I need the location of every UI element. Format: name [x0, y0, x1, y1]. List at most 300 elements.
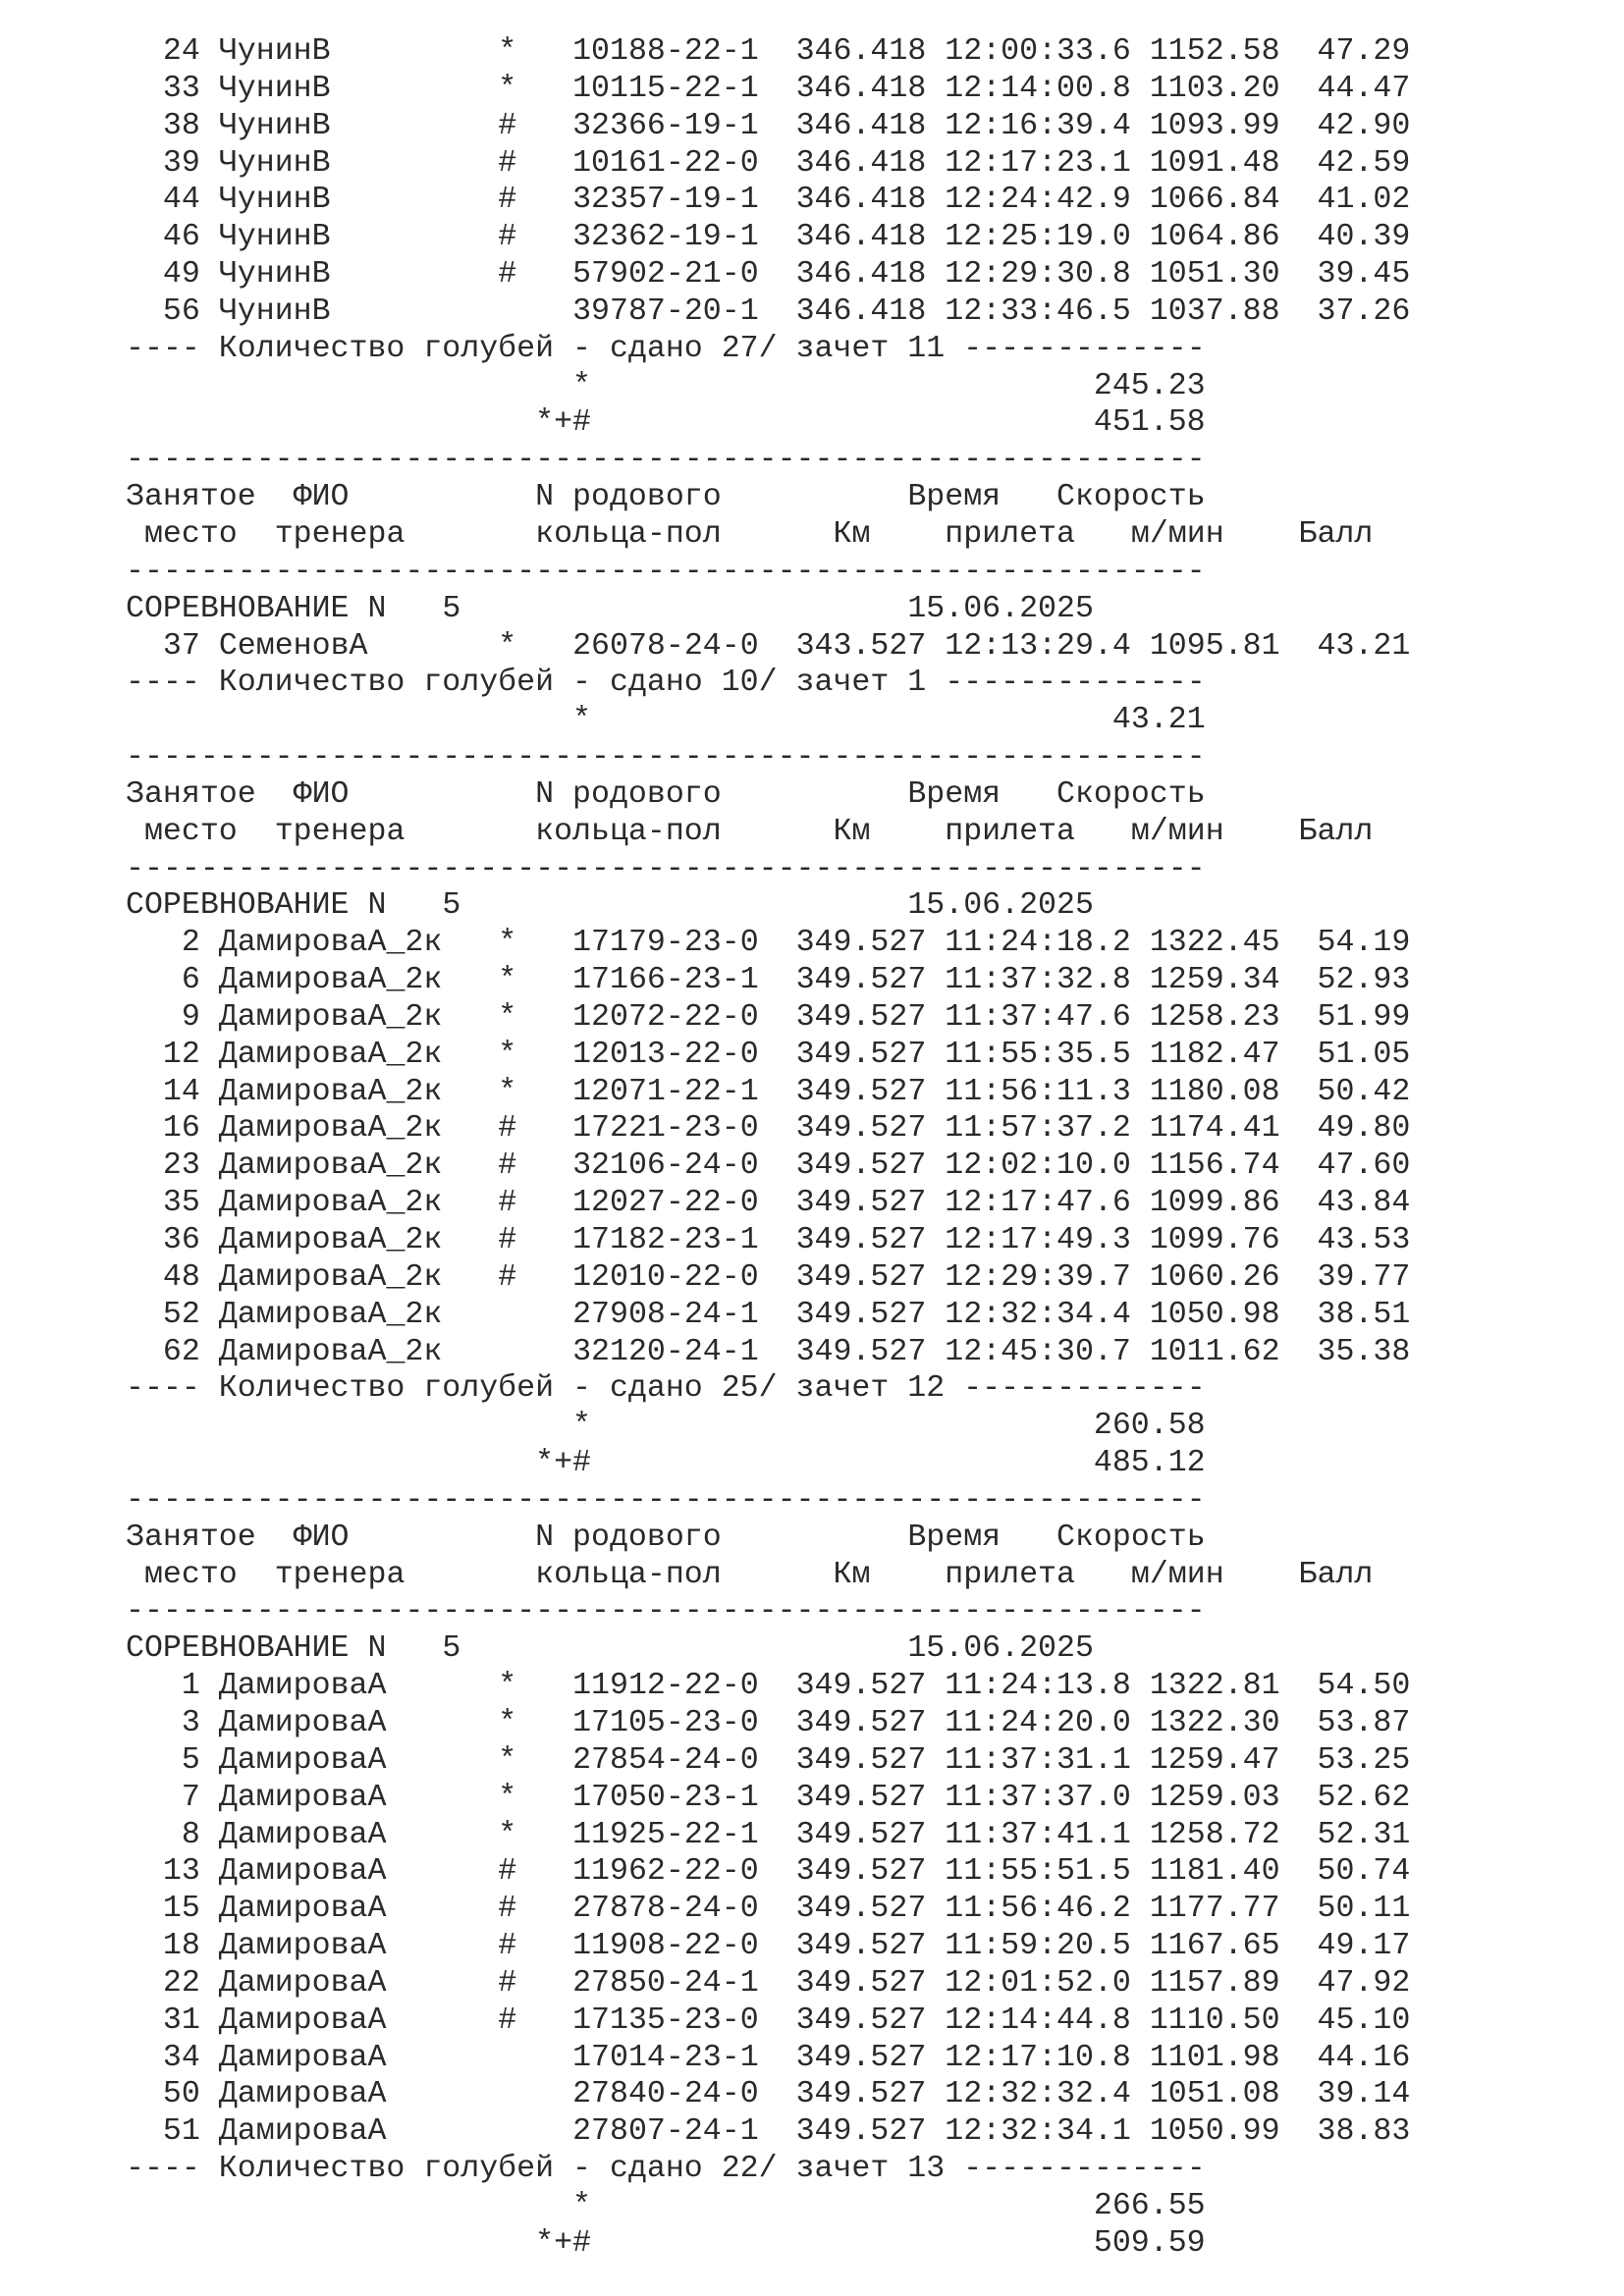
- group-total: [126, 702, 1410, 739]
- row-speed: 1110.50: [1149, 2002, 1280, 2038]
- row-mark: #: [498, 1223, 517, 1257]
- row-distance-km: 349.527: [795, 1892, 927, 1927]
- header-ring-sub: кольца-пол: [535, 814, 722, 849]
- total-label: *: [126, 368, 591, 403]
- row-arrival-time: 12:45:30.7: [945, 1334, 1131, 1369]
- row-place: 16: [126, 1111, 200, 1147]
- summary-text: Количество голубей - сдано 22/ зачет 13: [218, 2152, 946, 2187]
- result-row: [126, 256, 1410, 294]
- result-row: [126, 294, 1410, 331]
- result-row: [126, 1074, 1410, 1111]
- result-row: [126, 1148, 1410, 1185]
- row-speed: 1259.03: [1149, 1780, 1280, 1815]
- row-ring-number: 17135-23-0: [572, 2002, 759, 2038]
- row-arrival-time: 12:14:44.8: [945, 2002, 1131, 2038]
- row-arrival-time: 12:00:33.6: [945, 34, 1131, 69]
- result-row: [126, 2002, 1410, 2040]
- row-place: 38: [126, 108, 200, 143]
- result-row: [126, 2040, 1410, 2077]
- row-speed: 1103.20: [1149, 71, 1280, 106]
- row-trainer-name: ДамироваА: [218, 1929, 480, 1964]
- row-mark: #: [498, 1148, 517, 1184]
- row-score: 43.84: [1298, 1186, 1411, 1221]
- row-place: 52: [126, 1297, 200, 1332]
- result-row: [126, 2113, 1410, 2151]
- row-place: 33: [126, 71, 200, 106]
- row-mark: *: [498, 628, 517, 664]
- row-arrival-time: 11:55:51.5: [945, 1854, 1131, 1890]
- row-speed: 1064.86: [1149, 220, 1280, 255]
- header-speed: Скорость: [1056, 776, 1206, 812]
- row-mark: #: [498, 108, 517, 143]
- row-ring-number: 32120-24-1: [572, 1334, 759, 1369]
- row-distance-km: 349.527: [795, 963, 927, 998]
- row-speed: 1167.65: [1149, 1929, 1280, 1964]
- row-place: 31: [126, 2002, 200, 2038]
- row-place: 9: [126, 999, 200, 1035]
- row-mark: [498, 294, 516, 329]
- summary-text: Количество голубей - сдано 10/ зачет 1: [218, 666, 927, 701]
- row-trainer-name: ДамироваА: [218, 1742, 480, 1778]
- row-speed: 1182.47: [1149, 1037, 1280, 1072]
- row-mark: *: [498, 34, 517, 69]
- row-speed: 1156.74: [1149, 1148, 1280, 1184]
- row-score: 43.21: [1298, 628, 1411, 664]
- row-arrival-time: 11:24:13.8: [945, 1669, 1131, 1704]
- row-place: 15: [126, 1892, 200, 1927]
- result-row: [126, 1185, 1410, 1222]
- result-row: [126, 71, 1410, 108]
- result-row: [126, 1780, 1410, 1817]
- header-ring: N родового: [535, 480, 722, 515]
- total-value: 485.12: [1093, 1446, 1206, 1481]
- row-trainer-name: ДамироваА_2к: [218, 1111, 480, 1147]
- row-ring-number: 39787-20-1: [572, 294, 759, 329]
- row-speed: 1181.40: [1149, 1854, 1280, 1890]
- row-mark: *: [498, 1074, 517, 1109]
- row-trainer-name: ЧунинВ: [218, 108, 480, 143]
- row-distance-km: 349.527: [795, 1965, 927, 2001]
- row-score: 51.05: [1298, 1037, 1411, 1072]
- row-distance-km: 349.527: [795, 1742, 927, 1778]
- header-ring: N родового: [535, 776, 722, 812]
- divider-rule: ----------------------------------------------------------: [126, 1482, 1206, 1518]
- row-score: 39.45: [1298, 257, 1411, 293]
- divider-rule: ----------------------------------------------------------: [126, 554, 1206, 589]
- row-arrival-time: 12:16:39.4: [945, 108, 1131, 143]
- row-speed: 1099.76: [1149, 1223, 1280, 1257]
- row-distance-km: 349.527: [795, 2040, 927, 2075]
- row-ring-number: 17182-23-1: [572, 1223, 759, 1257]
- row-arrival-time: 12:25:19.0: [945, 220, 1131, 255]
- header-place-sub: место: [143, 814, 238, 849]
- result-row: [126, 145, 1410, 183]
- header-place: Занятое: [126, 1520, 256, 1555]
- divider-rule: ----------------------------------------------------------: [126, 443, 1206, 478]
- row-ring-number: 17179-23-0: [572, 926, 759, 961]
- row-distance-km: 349.527: [795, 926, 927, 961]
- header-km: Км: [833, 814, 871, 849]
- row-distance-km: 346.418: [795, 257, 927, 293]
- header-speed-unit: м/мин: [1130, 814, 1224, 849]
- row-place: 18: [126, 1929, 200, 1964]
- competition-title: [126, 1630, 1410, 1668]
- row-trainer-name: ЧунинВ: [218, 294, 480, 329]
- row-speed: 1101.98: [1149, 2040, 1280, 2075]
- row-score: 49.80: [1298, 1111, 1411, 1147]
- row-place: 1: [126, 1669, 200, 1704]
- row-mark: *: [498, 1817, 517, 1852]
- row-arrival-time: 12:32:34.4: [945, 1297, 1131, 1332]
- row-mark: [498, 1298, 516, 1332]
- header-arrival-sub: прилета: [945, 1557, 1075, 1592]
- row-trainer-name: ЧунинВ: [218, 34, 480, 69]
- row-mark: #: [498, 1111, 517, 1147]
- row-ring-number: 26078-24-0: [572, 628, 759, 664]
- row-distance-km: 346.418: [795, 183, 927, 218]
- result-row: [126, 1742, 1410, 1780]
- result-row: [126, 1928, 1410, 1965]
- row-score: 52.93: [1298, 963, 1411, 998]
- row-place: 22: [126, 1965, 200, 2001]
- row-distance-km: 346.418: [795, 145, 927, 181]
- row-ring-number: 11908-22-0: [572, 1929, 759, 1964]
- divider-rule: ----------------------------------------------------------: [126, 851, 1206, 886]
- row-place: 49: [126, 257, 200, 293]
- row-speed: 1050.98: [1149, 1297, 1280, 1332]
- row-distance-km: 343.527: [795, 628, 927, 664]
- header-km: Км: [833, 516, 871, 552]
- row-mark: *: [498, 1780, 517, 1815]
- column-header-row-2: [126, 814, 1410, 851]
- row-place: 36: [126, 1223, 200, 1257]
- row-distance-km: 349.527: [795, 1705, 927, 1740]
- row-trainer-name: ДамироваА_2к: [218, 999, 480, 1035]
- header-score: Балл: [1298, 814, 1374, 849]
- row-distance-km: 349.527: [795, 1669, 927, 1704]
- row-mark: *: [498, 1705, 517, 1740]
- row-ring-number: 10188-22-1: [572, 34, 759, 69]
- row-arrival-time: 12:33:46.5: [945, 294, 1131, 329]
- row-trainer-name: ДамироваА: [218, 2002, 480, 2038]
- row-arrival-time: 12:29:30.8: [945, 257, 1131, 293]
- total-value: 260.58: [1093, 1409, 1206, 1444]
- row-distance-km: 349.527: [795, 2077, 927, 2112]
- header-time: Время: [907, 480, 1001, 515]
- row-mark: *: [498, 963, 517, 998]
- row-place: 24: [126, 34, 200, 69]
- header-place: Занятое: [126, 776, 256, 812]
- row-distance-km: 346.418: [795, 71, 927, 106]
- row-ring-number: 32362-19-1: [572, 220, 759, 255]
- competition-label: СОРЕВНОВАНИЕ N: [126, 591, 387, 626]
- header-speed-unit: м/мин: [1130, 516, 1224, 552]
- row-ring-number: 32106-24-0: [572, 1148, 759, 1184]
- row-distance-km: 349.527: [795, 1817, 927, 1852]
- row-mark: *: [498, 1037, 517, 1072]
- row-ring-number: 27908-24-1: [572, 1297, 759, 1332]
- total-label: *+#: [126, 1446, 591, 1481]
- row-trainer-name: ДамироваА_2к: [218, 1037, 480, 1072]
- column-header-row-1: [126, 479, 1410, 516]
- row-speed: 1099.86: [1149, 1186, 1280, 1221]
- row-score: 39.77: [1298, 1259, 1411, 1295]
- row-distance-km: 346.418: [795, 108, 927, 143]
- row-speed: 1095.81: [1149, 628, 1280, 664]
- result-row: [126, 219, 1410, 256]
- row-trainer-name: ДамироваА_2к: [218, 1223, 480, 1257]
- row-mark: *: [498, 71, 517, 106]
- row-mark: [498, 2041, 516, 2075]
- row-distance-km: 349.527: [795, 1074, 927, 1109]
- column-header-row-1: [126, 1520, 1410, 1557]
- column-header-row-2: [126, 516, 1410, 554]
- row-distance-km: 349.527: [795, 1780, 927, 1815]
- row-score: 42.90: [1298, 108, 1411, 143]
- total-value: 266.55: [1093, 2188, 1206, 2223]
- row-score: 49.17: [1298, 1929, 1411, 1964]
- row-place: 44: [126, 183, 200, 218]
- result-row: [126, 1259, 1410, 1297]
- row-distance-km: 346.418: [795, 294, 927, 329]
- row-trainer-name: ЧунинВ: [218, 183, 480, 218]
- row-score: 54.50: [1298, 1669, 1411, 1704]
- row-arrival-time: 12:29:39.7: [945, 1259, 1131, 1295]
- row-speed: 1174.41: [1149, 1111, 1280, 1147]
- row-trainer-name: ДамироваА_2к: [218, 1074, 480, 1109]
- row-score: 37.26: [1298, 294, 1411, 329]
- row-arrival-time: 12:17:47.6: [945, 1186, 1131, 1221]
- row-arrival-time: 11:37:32.8: [945, 963, 1131, 998]
- row-speed: 1322.30: [1149, 1705, 1280, 1740]
- row-speed: 1157.89: [1149, 1965, 1280, 2001]
- header-place-sub: место: [143, 1557, 238, 1592]
- header-speed: Скорость: [1056, 480, 1206, 515]
- row-speed: 1050.99: [1149, 2114, 1280, 2150]
- header-ring-sub: кольца-пол: [535, 516, 722, 552]
- row-mark: [498, 1335, 516, 1369]
- row-ring-number: 57902-21-0: [572, 257, 759, 293]
- row-place: 37: [126, 628, 200, 664]
- row-trainer-name: ДамироваА: [218, 1780, 480, 1815]
- row-mark: #: [498, 1259, 517, 1295]
- row-ring-number: 12010-22-0: [572, 1259, 759, 1295]
- header-score: Балл: [1298, 1557, 1374, 1592]
- row-distance-km: 349.527: [795, 1854, 927, 1890]
- row-distance-km: 349.527: [795, 1223, 927, 1257]
- row-arrival-time: 11:59:20.5: [945, 1929, 1131, 1964]
- row-trainer-name: ДамироваА: [218, 1705, 480, 1740]
- result-row: [126, 1965, 1410, 2002]
- row-place: 35: [126, 1186, 200, 1221]
- row-speed: 1051.08: [1149, 2077, 1280, 2112]
- row-trainer-name: ДамироваА: [218, 1854, 480, 1890]
- row-place: 56: [126, 294, 200, 329]
- row-speed: 1177.77: [1149, 1892, 1280, 1927]
- total-value: 509.59: [1093, 2225, 1206, 2261]
- row-trainer-name: ДамироваА_2к: [218, 1259, 480, 1295]
- group-summary: ---- Количество голубей - сдано 10/ зачет 1 --------------: [126, 666, 1206, 701]
- row-mark: #: [498, 1186, 517, 1221]
- row-ring-number: 12027-22-0: [572, 1186, 759, 1221]
- competition-label: СОРЕВНОВАНИЕ N: [126, 1631, 387, 1667]
- column-header-row-1: [126, 776, 1410, 814]
- row-ring-number: 17050-23-1: [572, 1780, 759, 1815]
- divider-rule: ----------------------------------------------------------: [126, 740, 1206, 775]
- row-trainer-name: ДамироваА_2к: [218, 1186, 480, 1221]
- row-mark: #: [498, 1892, 517, 1927]
- row-distance-km: 349.527: [795, 1929, 927, 1964]
- row-score: 50.74: [1298, 1854, 1411, 1890]
- row-ring-number: 27854-24-0: [572, 1742, 759, 1778]
- result-row: [126, 1668, 1410, 1705]
- row-place: 3: [126, 1705, 200, 1740]
- row-place: 48: [126, 1259, 200, 1295]
- row-trainer-name: ДамироваА_2к: [218, 963, 480, 998]
- row-arrival-time: 12:24:42.9: [945, 183, 1131, 218]
- row-score: 50.42: [1298, 1074, 1411, 1109]
- row-place: 5: [126, 1742, 200, 1778]
- header-ring: N родового: [535, 1520, 722, 1555]
- row-score: 42.59: [1298, 145, 1411, 181]
- row-distance-km: 346.418: [795, 34, 927, 69]
- results-printout: [126, 33, 1410, 2263]
- group-total: [126, 404, 1410, 442]
- row-arrival-time: 12:13:29.4: [945, 628, 1131, 664]
- row-trainer-name: ДамироваА: [218, 1817, 480, 1852]
- row-place: 51: [126, 2114, 200, 2150]
- row-arrival-time: 12:02:10.0: [945, 1148, 1131, 1184]
- header-fio: ФИО: [293, 776, 350, 812]
- row-distance-km: 349.527: [795, 1186, 927, 1221]
- row-mark: #: [498, 183, 517, 218]
- header-time: Время: [907, 776, 1001, 812]
- total-value: 43.21: [1111, 703, 1206, 738]
- header-place: Занятое: [126, 480, 256, 515]
- group-total: [126, 368, 1410, 405]
- row-mark: #: [498, 2002, 517, 2038]
- row-ring-number: 12013-22-0: [572, 1037, 759, 1072]
- row-place: 62: [126, 1334, 200, 1369]
- result-row: [126, 182, 1410, 219]
- row-mark: *: [498, 1742, 517, 1778]
- row-score: 51.99: [1298, 999, 1411, 1035]
- row-score: 52.62: [1298, 1780, 1411, 1815]
- row-ring-number: 17221-23-0: [572, 1111, 759, 1147]
- row-mark: *: [498, 926, 517, 961]
- row-distance-km: 349.527: [795, 2002, 927, 2038]
- row-trainer-name: СеменовА: [218, 628, 480, 664]
- header-ring-sub: кольца-пол: [535, 1557, 722, 1592]
- row-arrival-time: 11:56:11.3: [945, 1074, 1131, 1109]
- result-row: [126, 1817, 1410, 1854]
- row-speed: 1322.81: [1149, 1669, 1280, 1704]
- row-arrival-time: 11:37:31.1: [945, 1742, 1131, 1778]
- row-ring-number: 10161-22-0: [572, 145, 759, 181]
- row-distance-km: 349.527: [795, 1148, 927, 1184]
- row-score: 50.11: [1298, 1892, 1411, 1927]
- row-place: 7: [126, 1780, 200, 1815]
- row-score: 53.87: [1298, 1705, 1411, 1740]
- row-speed: 1180.08: [1149, 1074, 1280, 1109]
- row-arrival-time: 11:24:20.0: [945, 1705, 1131, 1740]
- row-distance-km: 349.527: [795, 1334, 927, 1369]
- row-ring-number: 27878-24-0: [572, 1892, 759, 1927]
- row-trainer-name: ДамироваА: [218, 2040, 480, 2075]
- row-speed: 1066.84: [1149, 183, 1280, 218]
- result-row: [126, 1222, 1410, 1259]
- row-place: 23: [126, 1148, 200, 1184]
- row-mark: #: [498, 257, 517, 293]
- row-speed: 1322.45: [1149, 926, 1280, 961]
- row-place: 14: [126, 1074, 200, 1109]
- header-trainer-sub: тренера: [274, 516, 406, 552]
- row-place: 46: [126, 220, 200, 255]
- header-place-sub: место: [143, 516, 238, 552]
- group-summary: ---- Количество голубей - сдано 27/ зачет 11 -------------: [126, 331, 1206, 366]
- group-total: [126, 2225, 1410, 2263]
- group-total: [126, 2188, 1410, 2225]
- row-arrival-time: 12:32:34.1: [945, 2114, 1131, 2150]
- row-ring-number: 27840-24-0: [572, 2077, 759, 2112]
- row-place: 34: [126, 2040, 200, 2075]
- result-row: [126, 1297, 1410, 1334]
- total-label: *+#: [126, 405, 591, 441]
- row-arrival-time: 11:37:41.1: [945, 1817, 1131, 1852]
- row-trainer-name: ЧунинВ: [218, 220, 480, 255]
- row-arrival-time: 11:37:47.6: [945, 999, 1131, 1035]
- row-speed: 1093.99: [1149, 108, 1280, 143]
- total-label: *: [126, 1409, 591, 1444]
- row-ring-number: 10115-22-1: [572, 71, 759, 106]
- row-score: 52.31: [1298, 1817, 1411, 1852]
- header-fio: ФИО: [293, 1520, 350, 1555]
- competition-number: 5: [442, 1631, 461, 1667]
- row-speed: 1259.34: [1149, 963, 1280, 998]
- group-total: [126, 1445, 1410, 1482]
- row-score: 44.47: [1298, 71, 1411, 106]
- header-trainer-sub: тренера: [274, 1557, 406, 1592]
- row-ring-number: 11912-22-0: [572, 1669, 759, 1704]
- row-speed: 1051.30: [1149, 257, 1280, 293]
- row-ring-number: 27850-24-1: [572, 1965, 759, 2001]
- row-place: 6: [126, 963, 200, 998]
- row-arrival-time: 11:24:18.2: [945, 926, 1131, 961]
- result-row: [126, 1891, 1410, 1928]
- summary-text: Количество голубей - сдано 25/ зачет 12: [218, 1371, 946, 1407]
- result-row: [126, 2076, 1410, 2113]
- row-place: 2: [126, 926, 200, 961]
- total-label: *: [126, 2188, 591, 2223]
- result-row: [126, 1037, 1410, 1074]
- competition-number: 5: [442, 888, 461, 924]
- result-row: [126, 1110, 1410, 1148]
- row-ring-number: 32366-19-1: [572, 108, 759, 143]
- competition-title: [126, 591, 1410, 628]
- competition-number: 5: [442, 591, 461, 626]
- competition-label: СОРЕВНОВАНИЕ N: [126, 888, 387, 924]
- row-score: 45.10: [1298, 2002, 1411, 2038]
- row-score: 40.39: [1298, 220, 1411, 255]
- row-speed: 1091.48: [1149, 145, 1280, 181]
- competition-date: 15.06.2025: [907, 591, 1094, 626]
- header-arrival-sub: прилета: [945, 516, 1075, 552]
- divider-rule: ----------------------------------------------------------: [126, 1594, 1206, 1629]
- row-score: 47.60: [1298, 1148, 1411, 1184]
- row-score: 38.51: [1298, 1297, 1411, 1332]
- row-mark: *: [498, 1669, 517, 1704]
- row-distance-km: 349.527: [795, 1037, 927, 1072]
